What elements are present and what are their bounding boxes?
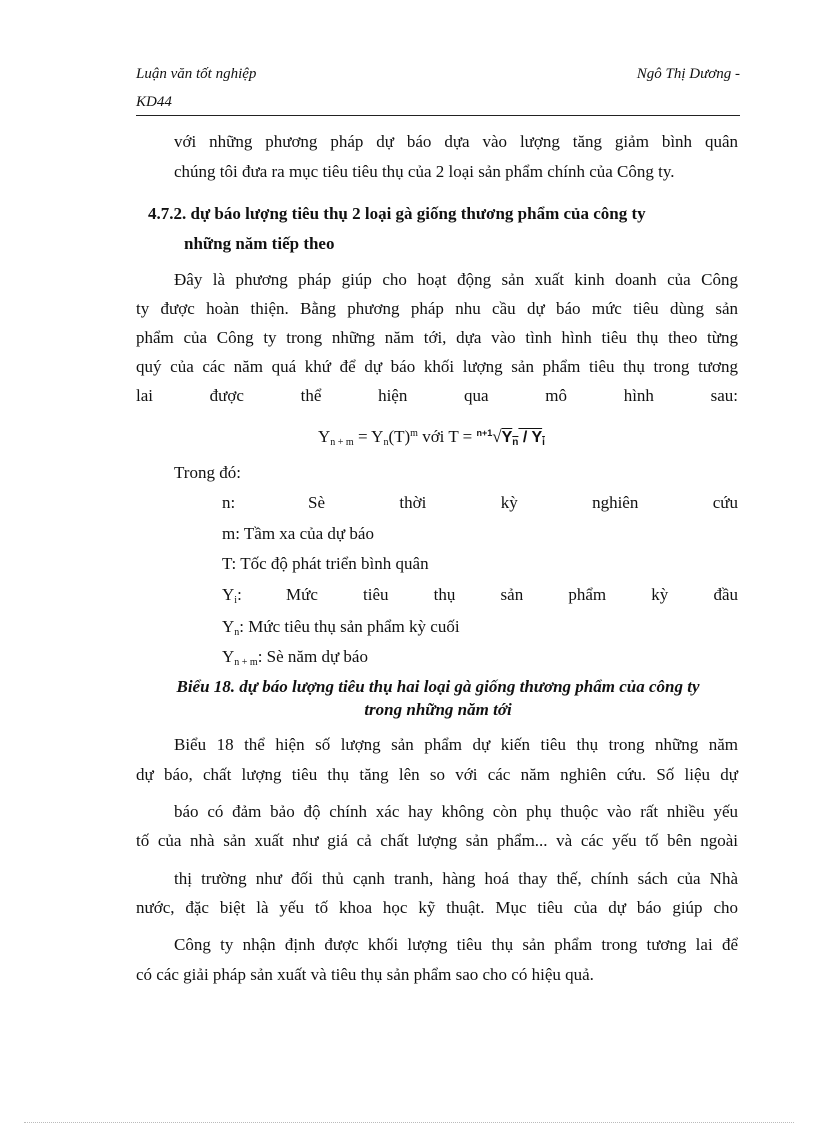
table-caption-1: Biểu 18. dự báo lượng tiêu thụ hai loại gà giống thương phẩm của công ty (176, 677, 700, 696)
intro-line-2: chúng tôi đưa ra mục tiêu tiêu thụ của 2 loại sản phẩm chính của Công ty. (174, 162, 675, 181)
table-caption-2: trong những năm tới (364, 700, 512, 719)
section-heading (148, 203, 646, 225)
legend-ynm: $Y_{n + m}$: Sè năm dự báo (222, 647, 368, 668)
legend-t: T: Tốc độ phát triển bình quân (222, 554, 429, 573)
para1-line-2: ty được hoàn thiện. Bằng phương pháp nhu cầu dự báo mức tiêu dùng sản (136, 299, 738, 318)
forecast-formula: $Y_{n + m} = Y_n(T)^m$ với $T = ^{n+1}√Y_n / Y_i$ (318, 427, 545, 448)
header-author: Ngô Thị Dương - (636, 66, 740, 82)
para2-line-7: Công ty nhận định được khối lượng tiêu thụ sản phẩm trong tương lai để (174, 935, 738, 954)
section-number: 4.7.2. (148, 204, 187, 223)
para2-line-3: báo có đảm bảo độ chính xác hay không còn phụ thuộc vào rất nhiều yếu (174, 802, 738, 821)
root-expression: $^{n+1}√Y_n / Y_i$ (476, 427, 545, 448)
para1-line-5: lai được thể hiện qua mô hình sau: (136, 386, 738, 405)
radical-sign-icon: √ (492, 427, 502, 446)
legend-yi: $Y_i$: Mức tiêu thụ sản phẩm kỳ đầu (222, 585, 738, 606)
para1-line-4: quý của các năm quá khứ để dự báo khối lượng sản phẩm tiêu thụ trong tương (136, 357, 738, 376)
para2-line-8: có các giải pháp sản xuất và tiêu thụ sản phẩm sao cho có hiệu quả. (136, 965, 594, 984)
para1-line-1: Đây là phương pháp giúp cho hoạt động sản xuất kinh doanh của Công (174, 270, 738, 289)
header-left-code: KD44 (136, 94, 172, 110)
para1-line-3: phẩm của Công ty trong những năm tới, dựa vào tình hình tiêu thụ theo từng (136, 328, 738, 347)
legend-yn: $Y_n$: Mức tiêu thụ sản phẩm kỳ cuối (222, 617, 460, 638)
header-left-title: Luận văn tốt nghiệp (136, 66, 257, 82)
para2-line-6: nước, đặc biệt là yếu tố khoa học kỹ thuật. Mục tiêu của dự báo giúp cho (136, 898, 738, 917)
para2-line-5: thị trường như đối thủ cạnh tranh, hàng hoá thay thế, chính sách của Nhà (174, 869, 738, 888)
section-title-1: dự báo lượng tiêu thụ 2 loại gà giống thương phẩm của công ty (190, 204, 646, 223)
legend-m: m: Tầm xa của dự báo (222, 524, 374, 543)
legend-n: n: Sè thời kỳ nghiên cứu (222, 493, 738, 512)
legend-intro: Trong đó: (174, 463, 241, 482)
para2-line-4: tố của nhà sản xuất như giá cả chất lượng sản phẩm... và các yếu tố bên ngoài (136, 831, 738, 850)
section-title-2: những năm tiếp theo (184, 234, 335, 253)
intro-line-1: với những phương pháp dự báo dựa vào lượng tăng giảm bình quân (174, 132, 738, 151)
para2-line-2: dự báo, chất lượng tiêu thụ tăng lên so với các năm nghiên cứu. Số liệu dự (136, 765, 738, 784)
header-rule (136, 115, 740, 116)
para2-line-1: Biểu 18 thể hiện số lượng sản phẩm dự kiến tiêu thụ trong những năm (174, 735, 738, 754)
